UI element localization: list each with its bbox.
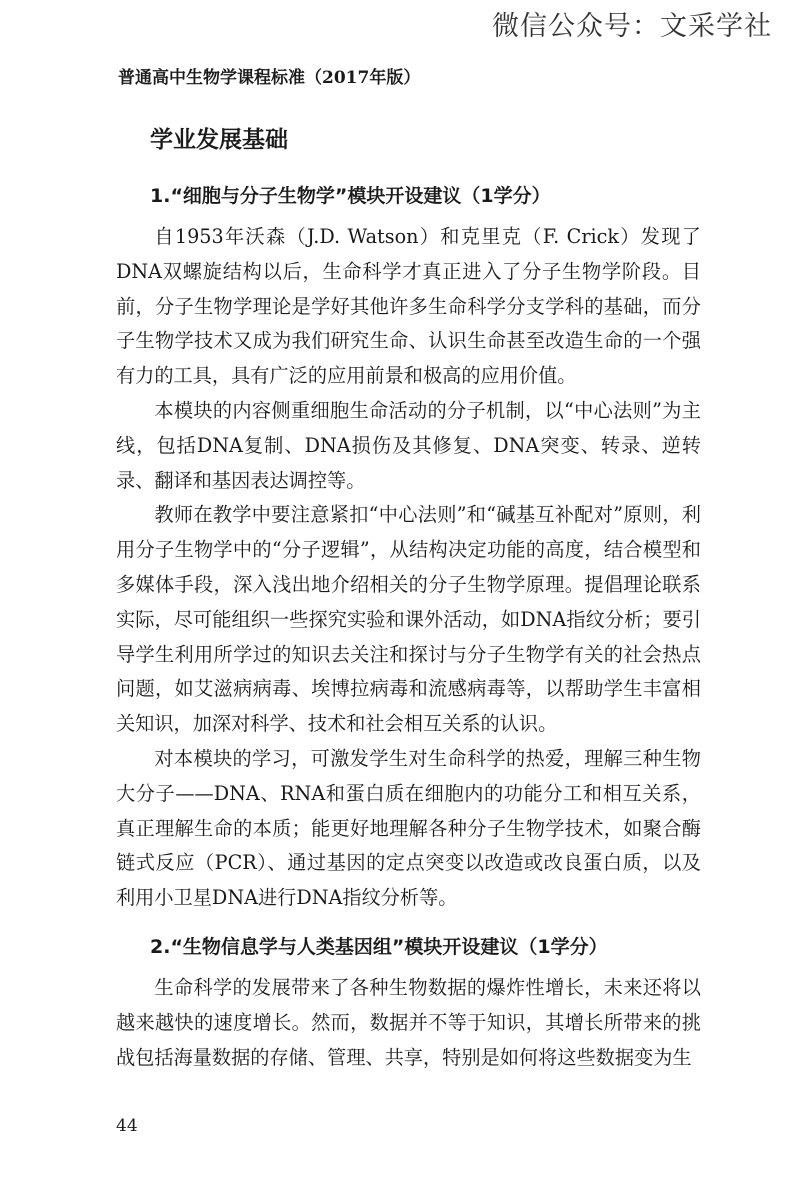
paragraph: 对本模块的学习，可激发学生对生命科学的热爱，理解三种生物大分子——DNA、RNA和蛋白质在细胞内的功能分工和相互关系，真正理解生命的本质；能更好地理解各种分子生物学技术，如聚合酶链式反应（PCR）、通过基因的定点突变以改造或改良蛋白质，以及利用小卫星DNA进行DNA指纹分析等。	[116, 746, 701, 910]
paragraph: 生命科学的发展带来了各种生物数据的爆炸性增长，未来还将以越来越快的速度增长。然而，数据并不等于知识，其增长所带来的挑战包括海量数据的存储、管理、共享，特别是如何将这些数据变为生	[116, 976, 701, 1069]
page-number: 44	[116, 1116, 138, 1136]
watermark-text: 微信公众号：文采学社	[492, 11, 772, 42]
module2-title: 2.“生物信息学与人类基因组”模块开设建议（1学分）	[150, 936, 608, 958]
module1-body	[116, 220, 701, 916]
paragraph: 自1953年沃森（J.D. Watson）和克里克（F. Crick）发现了DNA双螺旋结构以后，生命科学才真正进入了分子生物学阶段。目前，分子生物学理论是学好其他许多生命科学分支学科的基础，而分子生物学技术又成为我们研究生命、认识生命甚至改造生命的一个强有力的工具，具有广泛的应用前景和极高的应用价值。	[116, 225, 701, 388]
section-title: 学业发展基础	[150, 127, 288, 153]
module1-title: 1.“细胞与分子生物学”模块开设建议（1学分）	[150, 185, 551, 207]
module2-body	[116, 971, 701, 1075]
running-header: 普通高中生物学课程标准（2017年版）	[118, 68, 421, 88]
paragraph: 本模块的内容侧重细胞生命活动的分子机制，以“中心法则”为主线，包括DNA复制、DNA损伤及其修复、DNA突变、转录、逆转录、翻译和基因表达调控等。	[116, 398, 701, 492]
paragraph: 教师在教学中要注意紧扣“中心法则”和“碱基互补配对”原则，利用分子生物学中的“分子逻辑”，从结构决定功能的高度，结合模型和多媒体手段，深入浅出地介绍相关的分子生物学原理。提倡理论联系实际，尽可能组织一些探究实验和课外活动，如DNA指纹分析；要引导学生利用所学过的知识去关注和探讨与分子生物学有关的社会热点问题，如艾滋病病毒、埃博拉病毒和流感病毒等，以帮助学生丰富相关知识，加深对科学、技术和社会相互关系的认识。	[116, 503, 701, 736]
